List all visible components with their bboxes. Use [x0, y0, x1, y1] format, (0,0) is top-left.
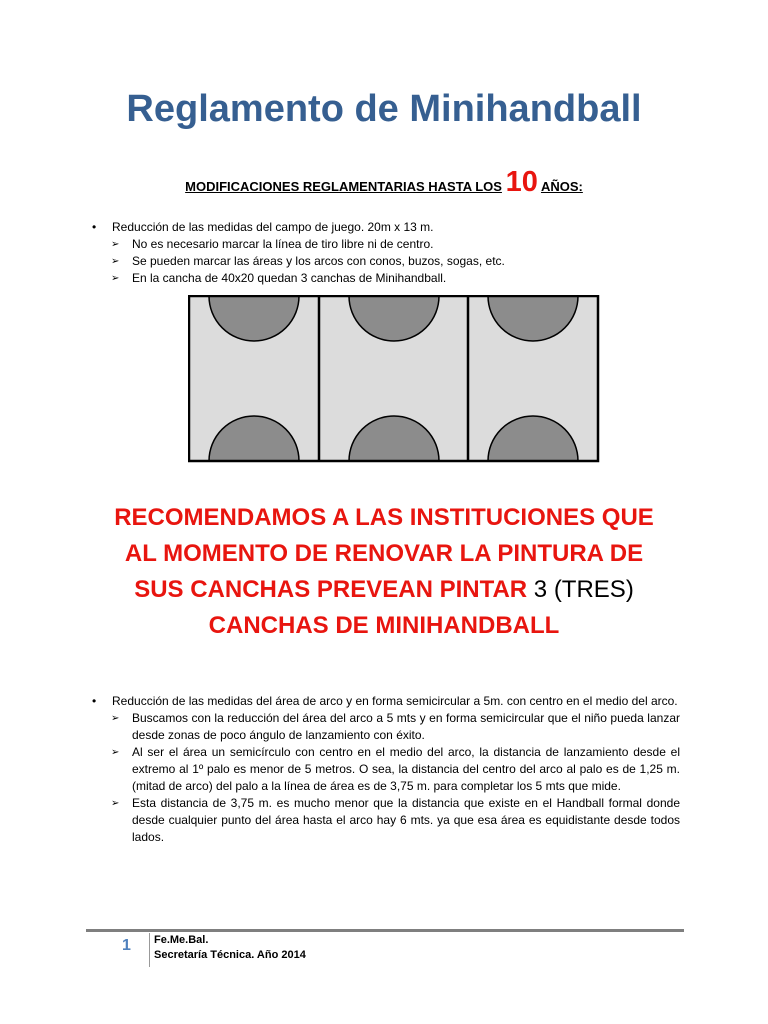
recommendation-banner — [110, 500, 658, 644]
section-goal-area — [90, 693, 680, 846]
sub-item — [90, 795, 680, 846]
subheading-number: 10 — [505, 166, 538, 198]
page-title: Reglamento de Minihandball — [126, 88, 642, 130]
bullet-item — [90, 219, 680, 236]
sub-item — [90, 270, 680, 287]
footer-divider — [149, 933, 150, 967]
subheading-prefix: MODIFICACIONES REGLAMENTARIAS HASTA LOS — [185, 179, 502, 194]
sub-item-text: Esta distancia de 3,75 m. es mucho menor que la distancia que existe en el Handball formal donde desde cualquier punto del área hasta el arco hay 6 mts. ya que esa área es equidistante desde todos lados. — [132, 796, 680, 844]
arrow-bullet-icon: ➢ — [111, 273, 120, 284]
sub-item — [90, 710, 680, 744]
page-footer — [86, 929, 684, 961]
recommendation-text-end: CANCHAS DE MINIHANDBALL — [208, 612, 560, 639]
sub-item-text: Al ser el área un semicírculo con centro en el medio del arco, la distancia de lanzamiento desde el extremo al 1º palo es menor de 5 metros. O sea, la distancia del centro del arco al palo es de 1,25 m. (mitad de arco) del palo a la línea de área es de 3,75 m. para completar los 5 mts que mide. — [132, 745, 680, 793]
bullet-dot-icon: • — [92, 694, 97, 708]
footer-department: Secretaría Técnica. Año 2014 — [154, 949, 306, 961]
sub-item — [90, 253, 680, 270]
recommendation-text: RECOMENDAMOS A LAS INSTITUCIONES QUE AL MOMENTO DE RENOVAR LA PINTURA DE SUS CANCHAS PREVEAN PINTAR — [114, 504, 654, 603]
subheading-suffix: AÑOS: — [540, 179, 583, 194]
sub-item-text: Se pueden marcar las áreas y los arcos con conos, buzos, sogas, etc. — [132, 254, 505, 268]
bullet-item — [90, 693, 680, 710]
section-field-size — [90, 219, 680, 287]
arrow-bullet-icon: ➢ — [111, 747, 120, 758]
arrow-bullet-icon: ➢ — [111, 256, 120, 267]
sub-item-text: Buscamos con la reducción del área del arco a 5 mts y en forma semicircular que el niño pueda lanzar desde zonas de poco ángulo de lanzamiento con éxito. — [132, 711, 680, 742]
bullet-text: Reducción de las medidas del área de arco y en forma semicircular a 5m. con centro en el medio del arco. — [112, 694, 678, 708]
courts-diagram — [188, 295, 600, 468]
bullet-dot-icon: • — [92, 220, 97, 234]
footer-text — [154, 933, 306, 963]
arrow-bullet-icon: ➢ — [111, 798, 120, 809]
page-number: 1 — [122, 937, 131, 954]
bullet-text: Reducción de las medidas del campo de juego. 20m x 13 m. — [112, 220, 434, 234]
sub-item-text: En la cancha de 40x20 quedan 3 canchas de Minihandball. — [132, 271, 447, 285]
sub-item — [90, 744, 680, 795]
footer-rule — [86, 929, 684, 932]
arrow-bullet-icon: ➢ — [111, 239, 120, 250]
three-courts-illustration — [188, 295, 600, 463]
sub-item — [90, 236, 680, 253]
subheading — [0, 164, 768, 205]
arrow-bullet-icon: ➢ — [111, 713, 120, 724]
sub-item-text: No es necesario marcar la línea de tiro libre ni de centro. — [132, 237, 434, 251]
footer-organization: Fe.Me.Bal. — [154, 934, 209, 946]
recommendation-highlight: 3 (TRES) — [533, 576, 634, 603]
